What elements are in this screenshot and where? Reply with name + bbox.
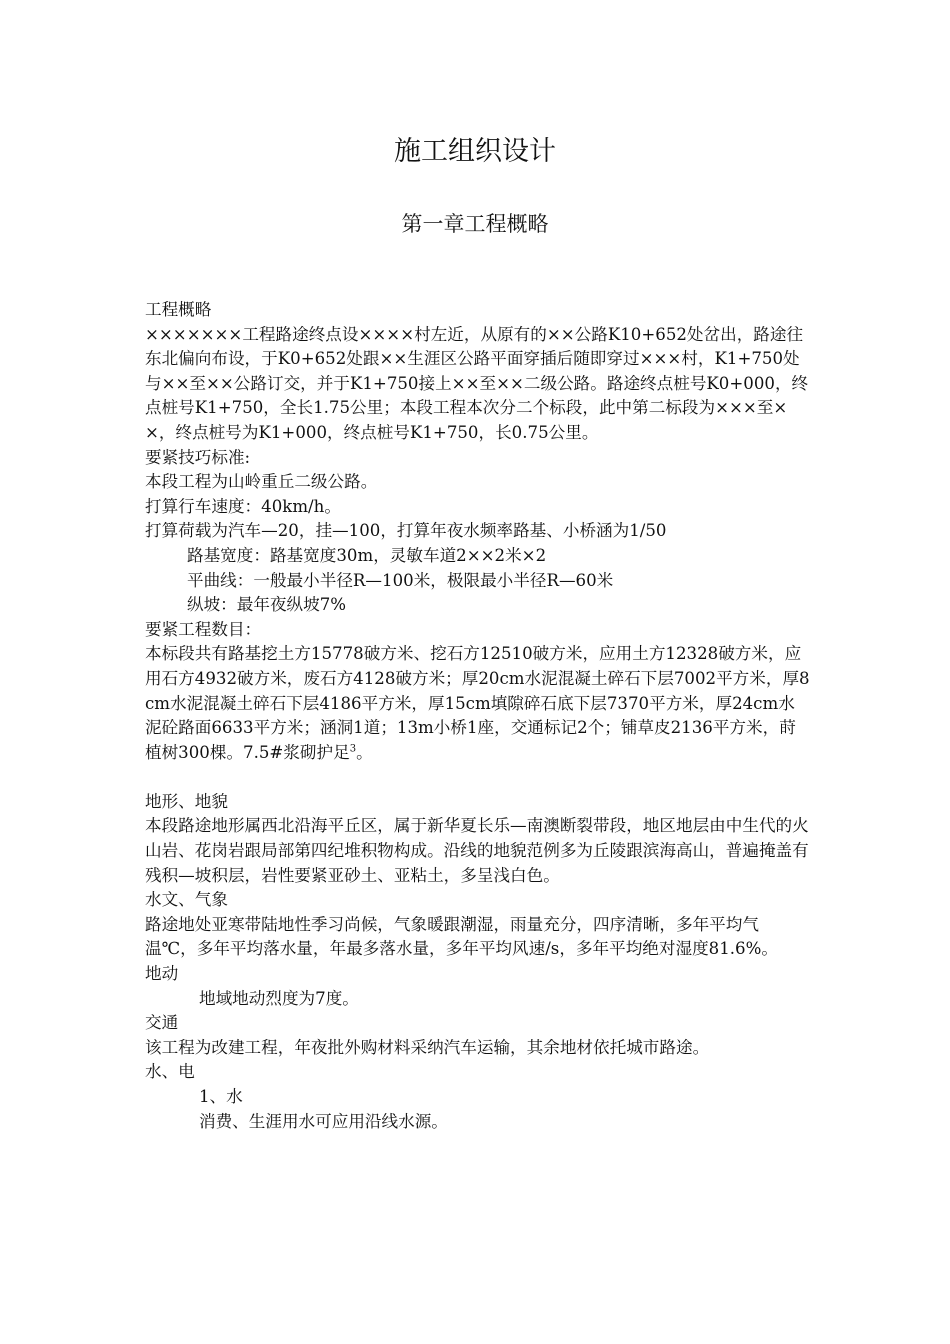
quantities-text: 本标段共有路基挖土方15778破方米、挖石方12510破方米，应用土方12328破方米，应用石方4932破方米，废石方4128破方米；厚20cm水泥混凝土碎石下层7002平方米，厚8cm水泥混凝土碎石下层4186平方米，厚15cm填隙碎石底下层7370平方米，厚24cm水泥砼路面6633平方米；涵洞1道；13m小桥1座，交通标记2个；铺草皮2136平方米，莳植树300棵。7.5#浆砌护足 (145, 644, 810, 762)
quantities-paragraph (145, 642, 810, 765)
earthquake-paragraph: 地域地动烈度为7度。 (199, 988, 359, 1008)
terrain-paragraph: 本段路途地形属西北沿海平丘区，属于新华夏长乐—南澳断裂带段，地区地层由中生代的火山岩、花岗岩跟局部第四纪堆积物构成。沿线的地貌范例多为丘陵跟滨海高山，普遍掩盖有残积—坡积层，岩性要紧亚砂土、亚粘土，多呈浅白色。 (145, 816, 809, 885)
section-heading-climate: 水文、气象 (145, 890, 228, 910)
section-heading-quantities: 要紧工程数目： (145, 619, 262, 639)
section-heading-traffic: 交通 (145, 1013, 179, 1033)
climate-paragraph: 路途地处亚寒带陆地性季习尚候，气象暖跟潮湿，雨量充分，四序清晰，多年平均气温℃，多年平均落水量，年最多落水量，多年平均风速/s，多年平均绝对湿度81.6%。 (145, 914, 778, 959)
superscript: 3 (349, 743, 357, 755)
section-heading-standards: 要紧技巧标准: (145, 447, 251, 467)
section-heading-earthquake: 地动 (145, 964, 179, 984)
quantities-tail: 。 (356, 742, 373, 762)
section-heading-water-power: 水、电 (145, 1062, 195, 1082)
water-paragraph: 消费、生涯用水可应用沿线水源。 (199, 1111, 448, 1131)
standard-line: 平曲线：一般最小半径R—100米，极限最小半径R—60米 (187, 570, 614, 590)
section-heading-terrain: 地形、地貌 (145, 791, 228, 811)
spacer (145, 765, 810, 790)
section-heading-overview: 工程概略 (145, 300, 212, 319)
water-subheading: 1、水 (199, 1087, 243, 1106)
document-title: 施工组织设计 (394, 136, 556, 167)
overview-paragraph: ×××××××工程路途终点设××××村左近，从原有的××公路K10+652处岔出，路途往东北偏向布设，于K0+652处跟××生涯区公路平面穿插后随即穿过×××村，K1+750处与××至××公路订交，并于K1+750接上××至××二级公路。路途终点桩号K0+000，终点桩号K1+750，全长1.75公里；本段工程本次分二个标段，此中第二标段为×××至××，终点桩号为K1+000，终点桩号K1+750，长0.75公里。 (145, 324, 809, 442)
standard-line: 打算荷载为汽车—20，挂—100，打算年夜水频率路基、小桥涵为1/50 (145, 521, 667, 541)
traffic-paragraph: 该工程为改建工程，年夜批外购材料采纳汽车运输，其余地材依托城市路途。 (145, 1037, 710, 1057)
standard-line: 本段工程为山岭重丘二级公路。 (145, 472, 378, 492)
standard-line: 纵坡：最年夜纵坡7% (187, 595, 347, 615)
standard-line: 打算行车速度：40km/h。 (145, 496, 341, 516)
standard-line: 路基宽度：路基宽度30m，灵敏车道2××2米×2 (187, 545, 547, 565)
document-body (145, 298, 810, 1134)
chapter-heading: 第一章工程概略 (401, 212, 549, 236)
